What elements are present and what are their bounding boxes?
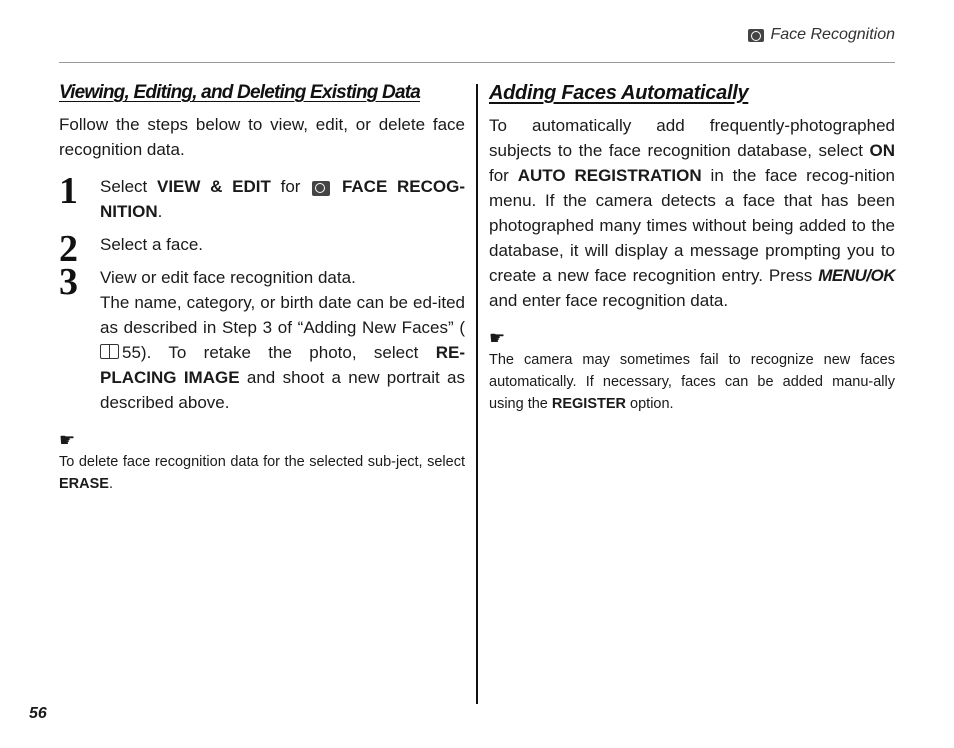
running-header (748, 26, 895, 44)
face-recognition-icon (312, 181, 330, 196)
right-column (489, 82, 895, 415)
left-column (59, 82, 465, 495)
step-text: Select VIEW & EDIT for FACE RECOG-NITION. (100, 177, 465, 221)
section-title: Face Recognition (770, 26, 895, 43)
page-reference-icon (100, 344, 119, 359)
step-text: Select a face. (100, 235, 204, 254)
step-1 (59, 170, 465, 224)
page-number: 56 (29, 705, 47, 722)
face-recognition-icon (748, 29, 764, 42)
step-number: 1 (59, 170, 78, 212)
column-divider (476, 84, 478, 704)
step-2 (59, 228, 465, 270)
note-text: To delete face recognition data for the selected sub-ject, select ERASE. (59, 454, 465, 492)
step-body: The name, category, or birth date can be ed-ited as described in Step 3 of “Adding New Faces” (55). To retake the photo, select RE-PLACING IMAGE and shoot a new portrait as described above. (100, 293, 465, 412)
step-number: 3 (59, 261, 78, 303)
section-heading-viewing-editing: Viewing, Editing, and Deleting Existing Data (59, 82, 421, 103)
note-text: The camera may sometimes fail to recognize new faces automatically. If necessary, faces can be added manu-ally using the REGISTER option. (489, 352, 895, 412)
body-paragraph: To automatically add frequently-photographed subjects to the face recognition database, select ON for AUTO REGISTRATION in the face recog-nition menu. If the camera detects a face that has been photographed many times without being added to the database, it will display a message prompting you to create a new face recognition entry. Press MENU/OK and enter face recognition data. (489, 116, 896, 310)
pointing-hand-icon: ☛ (489, 328, 506, 348)
step-number: 2 (59, 228, 78, 270)
header-divider (59, 62, 895, 63)
section-heading-adding-faces: Adding Faces Automatically (489, 82, 749, 104)
step-title: View or edit face recognition data. (100, 268, 356, 287)
pointing-hand-icon: ☛ (59, 430, 76, 450)
step-3 (59, 261, 465, 415)
intro-paragraph: Follow the steps below to view, edit, or delete face recognition data. (59, 115, 465, 159)
